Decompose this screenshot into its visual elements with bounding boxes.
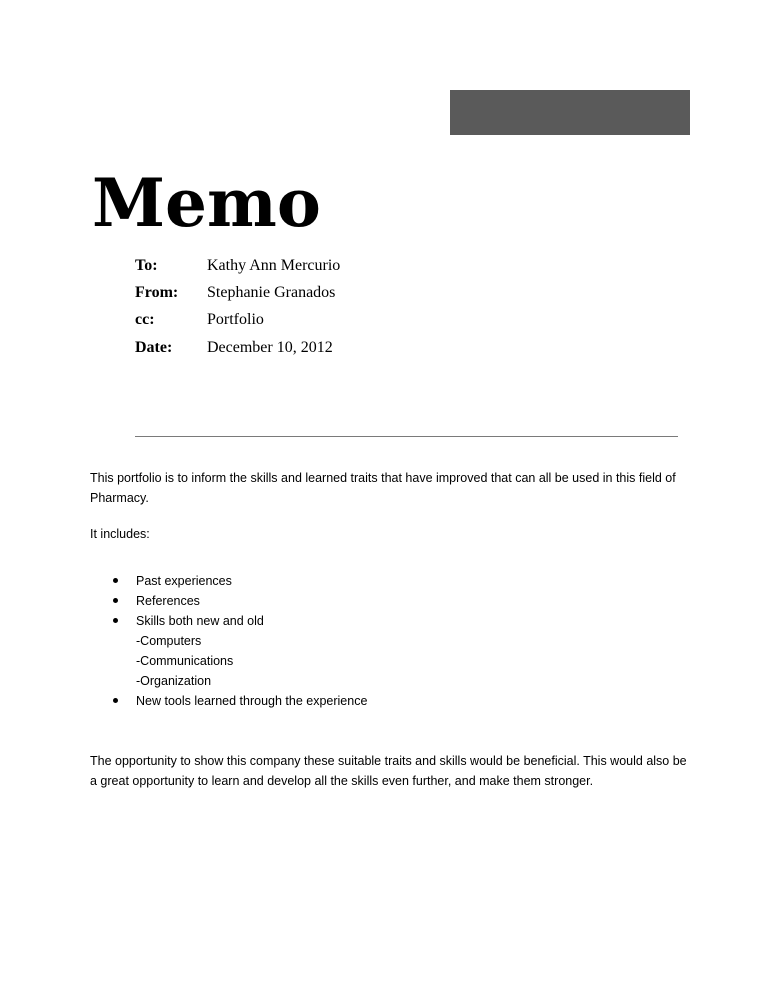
list-item [90, 591, 690, 611]
header-divider [135, 436, 678, 437]
list-item-text: Past experiences [136, 574, 232, 588]
bullet-icon [113, 698, 118, 703]
from-label: From: [135, 284, 179, 301]
list-item [90, 571, 690, 591]
from-value: Stephanie Granados [207, 284, 336, 301]
list-item [90, 611, 690, 691]
date-value: December 10, 2012 [207, 339, 333, 356]
to-label: To: [135, 257, 158, 274]
bullet-icon [113, 598, 118, 603]
list-item [90, 691, 690, 711]
sub-item: -Communications [136, 654, 234, 668]
includes-list [90, 571, 690, 711]
header-decorative-bar [450, 90, 690, 135]
closing-paragraph: The opportunity to show this company these suitable traits and skills would be beneficial. This would also be a great opportunity to learn and develop all the skills even further, and make them stronger. [90, 754, 687, 788]
sub-item: -Computers [136, 634, 202, 648]
to-value: Kathy Ann Mercurio [207, 257, 341, 274]
memo-title: Memo [92, 164, 321, 242]
list-item-text: References [136, 594, 200, 608]
intro-paragraph: This portfolio is to inform the skills and learned traits that have improved that can all be used in this field of Pharmacy. [90, 471, 676, 505]
bullet-icon [113, 618, 118, 623]
includes-label: It includes: [90, 527, 150, 541]
cc-label: cc: [135, 311, 155, 328]
list-item-text: New tools learned through the experience [136, 694, 368, 708]
bullet-icon [113, 578, 118, 583]
sub-item: -Organization [136, 674, 212, 688]
list-item-text: Skills both new and old [136, 614, 264, 628]
date-label: Date: [135, 339, 173, 356]
cc-value: Portfolio [207, 311, 264, 328]
